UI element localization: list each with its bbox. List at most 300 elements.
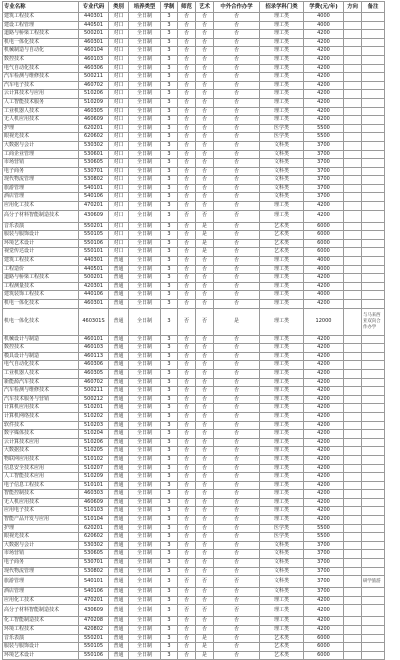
- cell-joint-program: 否: [214, 222, 260, 231]
- cell-remark: [362, 73, 385, 82]
- cell-subject-category: 艺术类: [260, 634, 304, 643]
- table-row: [3, 473, 385, 482]
- cell-tuition: 4200: [304, 626, 344, 635]
- cell-major-name: 软件技术: [3, 421, 79, 430]
- cell-subject-category: 理工类: [260, 64, 304, 73]
- cell-remark: [362, 291, 385, 300]
- table-row: [3, 567, 385, 576]
- cell-tuition: 3700: [304, 567, 344, 576]
- header-joint-program: 中外合作办学: [214, 2, 260, 13]
- cell-subject-category: 文科类: [260, 167, 304, 176]
- cell-joint-program: 否: [214, 369, 260, 378]
- table-row: [3, 490, 385, 499]
- cell-remark: [362, 596, 385, 605]
- cell-training-type: 全日制: [129, 507, 161, 516]
- cell-remark: [362, 473, 385, 482]
- cell-normal-school: 否: [178, 176, 196, 185]
- cell-training-type: 全日制: [129, 387, 161, 396]
- cell-major-name: 建筑装饰工程技术: [3, 291, 79, 300]
- cell-normal-school: 否: [178, 447, 196, 456]
- cell-category: 对口: [109, 210, 129, 222]
- cell-normal-school: 否: [178, 193, 196, 202]
- cell-training-type: 全日制: [129, 13, 161, 22]
- table-row: [3, 98, 385, 107]
- cell-subject-category: 文科类: [260, 576, 304, 588]
- cell-tuition: 4200: [304, 116, 344, 125]
- cell-training-type: 全日制: [129, 222, 161, 231]
- cell-remark: [362, 124, 385, 133]
- cell-normal-school: 否: [178, 167, 196, 176]
- cell-major-code: 620602: [79, 533, 109, 542]
- cell-tuition: 4200: [304, 490, 344, 499]
- cell-remark: [362, 567, 385, 576]
- cell-training-type: 全日制: [129, 248, 161, 257]
- cell-subject-category: 理工类: [260, 596, 304, 605]
- cell-remark: [362, 38, 385, 47]
- cell-art: 是: [196, 634, 214, 643]
- cell-category: 普通: [109, 516, 129, 525]
- cell-subject-category: 理工类: [260, 617, 304, 626]
- cell-remark: [362, 507, 385, 516]
- cell-category: 对口: [109, 231, 129, 240]
- table-row: [3, 55, 385, 64]
- cell-normal-school: 否: [178, 150, 196, 159]
- cell-direction: [344, 455, 362, 464]
- cell-remark: [362, 481, 385, 490]
- cell-duration: 3: [161, 378, 178, 387]
- cell-direction: [344, 507, 362, 516]
- cell-major-code: 460305: [79, 107, 109, 116]
- cell-major-name: 应用化工技术: [3, 596, 79, 605]
- cell-joint-program: 否: [214, 576, 260, 588]
- cell-direction: [344, 222, 362, 231]
- cell-category: 普通: [109, 335, 129, 344]
- cell-art: 否: [196, 150, 214, 159]
- cell-major-name: 酒店管理: [3, 588, 79, 597]
- cell-major-code: 470201: [79, 202, 109, 211]
- cell-training-type: 全日制: [129, 116, 161, 125]
- cell-category: 普通: [109, 378, 129, 387]
- header-duration: 学制: [161, 2, 178, 13]
- table-row: [3, 524, 385, 533]
- cell-normal-school: 否: [178, 248, 196, 257]
- cell-tuition: 3700: [304, 184, 344, 193]
- cell-joint-program: 否: [214, 412, 260, 421]
- cell-subject-category: 理工类: [260, 507, 304, 516]
- cell-tuition: 4200: [304, 507, 344, 516]
- cell-tuition: 6000: [304, 643, 344, 652]
- table-row: [3, 159, 385, 168]
- cell-major-name: 市场营销: [3, 550, 79, 559]
- header-row: [3, 2, 385, 13]
- cell-remark: [362, 239, 385, 248]
- cell-direction: [344, 481, 362, 490]
- cell-training-type: 全日制: [129, 361, 161, 370]
- table-row: [3, 651, 385, 660]
- cell-normal-school: 否: [178, 634, 196, 643]
- cell-joint-program: 否: [214, 13, 260, 22]
- cell-training-type: 全日制: [129, 643, 161, 652]
- cell-tuition: 6000: [304, 222, 344, 231]
- cell-art: 否: [196, 387, 214, 396]
- cell-training-type: 全日制: [129, 133, 161, 142]
- cell-subject-category: 艺术类: [260, 651, 304, 660]
- cell-major-name: 电气自动化技术: [3, 361, 79, 370]
- table-row: [3, 421, 385, 430]
- cell-direction: [344, 498, 362, 507]
- cell-normal-school: 否: [178, 533, 196, 542]
- cell-art: 是: [196, 248, 214, 257]
- cell-remark: 研学旅游: [362, 576, 385, 588]
- cell-major-name: 大数据与会计: [3, 141, 79, 150]
- cell-subject-category: 文科类: [260, 176, 304, 185]
- cell-direction: [344, 344, 362, 353]
- table-row: [3, 516, 385, 525]
- cell-category: 普通: [109, 291, 129, 300]
- cell-art: 否: [196, 524, 214, 533]
- cell-tuition: 4200: [304, 344, 344, 353]
- cell-major-code: 620201: [79, 124, 109, 133]
- cell-subject-category: 理工类: [260, 473, 304, 482]
- cell-major-name: 机电一体化技术: [3, 308, 79, 335]
- table-row: [3, 387, 385, 396]
- cell-direction: [344, 64, 362, 73]
- cell-art: 否: [196, 412, 214, 421]
- table-row: [3, 124, 385, 133]
- cell-normal-school: 否: [178, 291, 196, 300]
- cell-tuition: 4200: [304, 274, 344, 283]
- cell-major-code: 460103: [79, 55, 109, 64]
- cell-major-name: 机电一体化技术: [3, 38, 79, 47]
- cell-tuition: 4200: [304, 498, 344, 507]
- cell-joint-program: 否: [214, 159, 260, 168]
- cell-major-code: 460301: [79, 38, 109, 47]
- cell-major-name: 工业机器人技术: [3, 369, 79, 378]
- cell-joint-program: 否: [214, 481, 260, 490]
- cell-remark: [362, 107, 385, 116]
- cell-direction: [344, 447, 362, 456]
- cell-major-code: 620201: [79, 524, 109, 533]
- cell-category: 普通: [109, 344, 129, 353]
- cell-major-code: 540101: [79, 576, 109, 588]
- cell-duration: 3: [161, 222, 178, 231]
- cell-subject-category: 理工类: [260, 291, 304, 300]
- table-row: [3, 438, 385, 447]
- cell-subject-category: 艺术类: [260, 239, 304, 248]
- cell-direction: [344, 643, 362, 652]
- cell-major-code: 510202: [79, 412, 109, 421]
- cell-direction: [344, 576, 362, 588]
- cell-joint-program: 否: [214, 150, 260, 159]
- table-row: [3, 507, 385, 516]
- cell-training-type: 全日制: [129, 596, 161, 605]
- cell-art: 否: [196, 498, 214, 507]
- cell-art: 是: [196, 643, 214, 652]
- cell-direction: [344, 617, 362, 626]
- cell-normal-school: 否: [178, 516, 196, 525]
- cell-art: 否: [196, 184, 214, 193]
- cell-major-name: 机电一体化技术: [3, 300, 79, 309]
- cell-subject-category: 理工类: [260, 481, 304, 490]
- header-normal-school: 师范: [178, 2, 196, 13]
- cell-training-type: 全日制: [129, 567, 161, 576]
- cell-subject-category: 文科类: [260, 141, 304, 150]
- cell-major-code: 440106: [79, 291, 109, 300]
- cell-major-code: 460702: [79, 81, 109, 90]
- cell-art: 否: [196, 64, 214, 73]
- cell-duration: 3: [161, 124, 178, 133]
- cell-major-code: 530601: [79, 150, 109, 159]
- cell-training-type: 全日制: [129, 81, 161, 90]
- table-row: [3, 533, 385, 542]
- cell-category: 普通: [109, 404, 129, 413]
- cell-joint-program: 否: [214, 473, 260, 482]
- cell-tuition: 4200: [304, 404, 344, 413]
- cell-duration: 3: [161, 438, 178, 447]
- cell-tuition: 5500: [304, 533, 344, 542]
- cell-training-type: 全日制: [129, 455, 161, 464]
- cell-category: 普通: [109, 605, 129, 617]
- cell-normal-school: 否: [178, 274, 196, 283]
- cell-tuition: 4000: [304, 21, 344, 30]
- cell-duration: 3: [161, 133, 178, 142]
- cell-art: 否: [196, 369, 214, 378]
- cell-major-code: 530605: [79, 550, 109, 559]
- cell-tuition: 4200: [304, 516, 344, 525]
- cell-major-code: 460104: [79, 47, 109, 56]
- cell-remark: [362, 352, 385, 361]
- table-row: [3, 274, 385, 283]
- cell-joint-program: 否: [214, 404, 260, 413]
- cell-training-type: 全日制: [129, 107, 161, 116]
- cell-remark: [362, 47, 385, 56]
- cell-joint-program: 否: [214, 116, 260, 125]
- cell-tuition: 3700: [304, 141, 344, 150]
- cell-training-type: 全日制: [129, 38, 161, 47]
- cell-training-type: 全日制: [129, 464, 161, 473]
- cell-normal-school: 否: [178, 481, 196, 490]
- cell-direction: [344, 13, 362, 22]
- cell-joint-program: 否: [214, 634, 260, 643]
- cell-major-code: 530802: [79, 176, 109, 185]
- cell-direction: [344, 588, 362, 597]
- cell-major-name: 建筑工程技术: [3, 257, 79, 266]
- cell-normal-school: 否: [178, 541, 196, 550]
- cell-normal-school: 否: [178, 576, 196, 588]
- cell-art: 否: [196, 507, 214, 516]
- cell-joint-program: 否: [214, 202, 260, 211]
- cell-major-code: 530302: [79, 141, 109, 150]
- cell-major-code: 510203: [79, 421, 109, 430]
- cell-duration: 3: [161, 81, 178, 90]
- cell-major-code: 530302: [79, 541, 109, 550]
- cell-art: 否: [196, 124, 214, 133]
- cell-tuition: 5500: [304, 524, 344, 533]
- cell-major-name: 智能控制技术: [3, 490, 79, 499]
- cell-major-code: 460301S: [79, 308, 109, 335]
- cell-duration: 3: [161, 567, 178, 576]
- cell-joint-program: 否: [214, 447, 260, 456]
- cell-art: 否: [196, 308, 214, 335]
- cell-training-type: 全日制: [129, 634, 161, 643]
- cell-training-type: 全日制: [129, 210, 161, 222]
- cell-normal-school: 否: [178, 643, 196, 652]
- table-row: [3, 90, 385, 99]
- cell-training-type: 全日制: [129, 193, 161, 202]
- cell-joint-program: 否: [214, 626, 260, 635]
- cell-duration: 3: [161, 576, 178, 588]
- cell-training-type: 全日制: [129, 651, 161, 660]
- cell-tuition: 6000: [304, 634, 344, 643]
- cell-remark: [362, 524, 385, 533]
- cell-duration: 3: [161, 13, 178, 22]
- cell-tuition: 3700: [304, 193, 344, 202]
- cell-joint-program: 否: [214, 55, 260, 64]
- cell-subject-category: 文科类: [260, 184, 304, 193]
- cell-duration: 3: [161, 184, 178, 193]
- cell-tuition: 4200: [304, 98, 344, 107]
- cell-direction: [344, 282, 362, 291]
- cell-training-type: 全日制: [129, 369, 161, 378]
- cell-duration: 3: [161, 73, 178, 82]
- cell-duration: 3: [161, 300, 178, 309]
- cell-normal-school: 否: [178, 588, 196, 597]
- cell-art: 否: [196, 274, 214, 283]
- cell-normal-school: 否: [178, 490, 196, 499]
- cell-normal-school: 否: [178, 464, 196, 473]
- cell-category: 对口: [109, 176, 129, 185]
- cell-category: 普通: [109, 395, 129, 404]
- header-art: 艺术: [196, 2, 214, 13]
- table-row: [3, 634, 385, 643]
- cell-major-name: 新能源汽车技术: [3, 378, 79, 387]
- cell-joint-program: 否: [214, 38, 260, 47]
- cell-category: 对口: [109, 184, 129, 193]
- cell-training-type: 全日制: [129, 98, 161, 107]
- cell-category: 对口: [109, 141, 129, 150]
- cell-art: 否: [196, 193, 214, 202]
- cell-direction: [344, 55, 362, 64]
- cell-major-name: 建筑工程技术: [3, 13, 79, 22]
- cell-art: 否: [196, 567, 214, 576]
- cell-training-type: 全日制: [129, 30, 161, 39]
- cell-category: 普通: [109, 651, 129, 660]
- cell-duration: 3: [161, 55, 178, 64]
- cell-major-code: 500201: [79, 274, 109, 283]
- cell-major-name: 电子商务: [3, 559, 79, 568]
- cell-major-name: 道路与桥梁工程技术: [3, 30, 79, 39]
- cell-remark: [362, 516, 385, 525]
- cell-tuition: 4200: [304, 73, 344, 82]
- cell-major-name: 音乐表演: [3, 634, 79, 643]
- cell-subject-category: 理工类: [260, 210, 304, 222]
- cell-major-name: 数字媒体技术: [3, 430, 79, 439]
- cell-category: 普通: [109, 567, 129, 576]
- cell-duration: 3: [161, 282, 178, 291]
- cell-major-name: 物联网应用技术: [3, 455, 79, 464]
- cell-subject-category: 理工类: [260, 412, 304, 421]
- cell-duration: 3: [161, 524, 178, 533]
- cell-remark: [362, 412, 385, 421]
- cell-joint-program: 否: [214, 344, 260, 353]
- cell-subject-category: 文科类: [260, 559, 304, 568]
- cell-major-code: 440501: [79, 265, 109, 274]
- cell-joint-program: 否: [214, 378, 260, 387]
- cell-remark: [362, 490, 385, 499]
- cell-normal-school: 否: [178, 38, 196, 47]
- cell-remark: [362, 335, 385, 344]
- cell-joint-program: 否: [214, 231, 260, 240]
- cell-normal-school: 否: [178, 81, 196, 90]
- cell-training-type: 全日制: [129, 150, 161, 159]
- cell-joint-program: 否: [214, 430, 260, 439]
- cell-duration: 3: [161, 430, 178, 439]
- cell-joint-program: 否: [214, 361, 260, 370]
- cell-duration: 3: [161, 533, 178, 542]
- cell-direction: [344, 300, 362, 309]
- cell-major-code: 510201: [79, 404, 109, 413]
- cell-normal-school: 否: [178, 596, 196, 605]
- cell-tuition: 5500: [304, 124, 344, 133]
- cell-category: 普通: [109, 265, 129, 274]
- cell-direction: [344, 133, 362, 142]
- cell-tuition: 3700: [304, 176, 344, 185]
- cell-major-code: 510206: [79, 438, 109, 447]
- cell-remark: [362, 361, 385, 370]
- table-row: [3, 38, 385, 47]
- cell-tuition: 4200: [304, 596, 344, 605]
- cell-direction: [344, 438, 362, 447]
- cell-remark: [362, 282, 385, 291]
- cell-art: 否: [196, 47, 214, 56]
- cell-subject-category: 文科类: [260, 541, 304, 550]
- table-row: [3, 64, 385, 73]
- cell-major-name: 无人机应用技术: [3, 498, 79, 507]
- cell-duration: 3: [161, 90, 178, 99]
- cell-category: 普通: [109, 421, 129, 430]
- cell-subject-category: 医学类: [260, 524, 304, 533]
- cell-duration: 3: [161, 176, 178, 185]
- cell-major-code: 460103: [79, 344, 109, 353]
- table-row: [3, 257, 385, 266]
- cell-major-code: 440301: [79, 257, 109, 266]
- cell-remark: [362, 617, 385, 626]
- cell-category: 普通: [109, 352, 129, 361]
- cell-category: 普通: [109, 617, 129, 626]
- cell-duration: 3: [161, 516, 178, 525]
- cell-remark: [362, 257, 385, 266]
- cell-major-name: 工商企业管理: [3, 150, 79, 159]
- cell-remark: [362, 430, 385, 439]
- cell-art: 否: [196, 404, 214, 413]
- cell-major-code: 510204: [79, 430, 109, 439]
- cell-subject-category: 理工类: [260, 98, 304, 107]
- cell-normal-school: 否: [178, 412, 196, 421]
- cell-normal-school: 否: [178, 13, 196, 22]
- cell-normal-school: 否: [178, 421, 196, 430]
- cell-major-code: 460306: [79, 64, 109, 73]
- cell-subject-category: 理工类: [260, 21, 304, 30]
- cell-duration: 3: [161, 64, 178, 73]
- cell-major-name: 环境工程技术: [3, 626, 79, 635]
- cell-subject-category: 理工类: [260, 605, 304, 617]
- cell-remark: [362, 498, 385, 507]
- cell-art: 否: [196, 202, 214, 211]
- cell-tuition: 4200: [304, 282, 344, 291]
- cell-major-name: 电子商务: [3, 167, 79, 176]
- cell-joint-program: 否: [214, 498, 260, 507]
- cell-subject-category: 理工类: [260, 626, 304, 635]
